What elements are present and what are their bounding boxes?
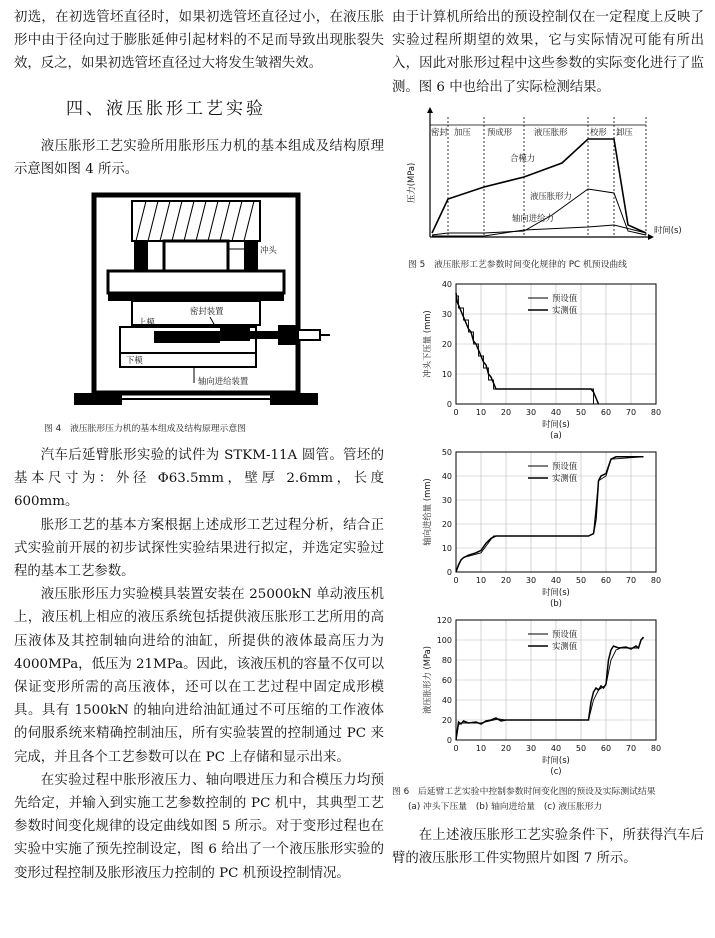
sub-label: (c) bbox=[550, 765, 562, 776]
series-line-preset bbox=[456, 638, 644, 740]
x-tick-label: 80 bbox=[650, 407, 662, 417]
legend-entry: 预设值 bbox=[552, 292, 578, 303]
y-tick-label: 0 bbox=[446, 399, 452, 409]
x-tick-label: 10 bbox=[475, 743, 487, 753]
y-tick-label: 20 bbox=[441, 715, 452, 725]
x-tick-label: 50 bbox=[575, 575, 587, 585]
y-tick-label: 50 bbox=[441, 447, 452, 457]
curve-label-2: 轴向进给力 bbox=[512, 212, 554, 223]
x-tick-label: 20 bbox=[500, 743, 512, 753]
right-top-paragraph: 由于计算机所给出的预设控制仅在一定程度上反映了实验过程所期望的效果，它与实际情况可能有所出入，因此对胀形过程中这些参数的实际变化进行了监测。图 6 中也给出了实际检测结果。 bbox=[392, 10, 704, 95]
right-bottom-paragraph: 在上述液压胀形工艺实验条件下，所获得汽车后臂的液压胀形工件实物照片如图 7 所示。 bbox=[392, 827, 704, 867]
sub-label: (a) bbox=[550, 429, 562, 440]
label-lower-die: 下模 bbox=[126, 355, 143, 366]
figure-4-press-schematic bbox=[14, 187, 384, 419]
y-axis-label: 冲头下压量 (mm) bbox=[422, 310, 432, 378]
x-tick-label: 20 bbox=[500, 407, 512, 417]
x-tick-label: 40 bbox=[550, 743, 562, 753]
x-tick-label: 0 bbox=[453, 407, 459, 417]
paragraph-2: 汽车后延臂胀形实验的试件为 STKM-11A 圆管。管坯的基本尺寸为：外径 Φ63.5mm，壁厚 2.6mm，长度 600mm。 bbox=[14, 448, 384, 510]
y-tick-label: 30 bbox=[441, 309, 452, 319]
y-tick-label: 20 bbox=[441, 339, 452, 349]
y-tick-label: 20 bbox=[441, 519, 452, 529]
x-tick-label: 40 bbox=[550, 575, 562, 585]
label-upper-die: 上模 bbox=[138, 317, 155, 328]
figure-5-preset-curve bbox=[392, 103, 704, 255]
fig5-ylabel: 压力(MPa) bbox=[406, 162, 416, 203]
y-axis-label: 轴向进给量 (mm) bbox=[422, 478, 432, 546]
intro-paragraph: 初选，在初选管坯直径时，如果初选管坯直径过小，在液压胀形中由于径向过于膨胀延伸引起材料的不足而导致出现胀裂失效，反之，如果初选管坯直径过大将发生皱褶失效。 bbox=[14, 10, 384, 72]
y-tick-label: 60 bbox=[441, 675, 452, 685]
x-tick-label: 30 bbox=[525, 743, 537, 753]
series-line-measured bbox=[456, 637, 644, 740]
x-tick-label: 60 bbox=[600, 743, 612, 753]
x-tick-label: 70 bbox=[625, 743, 637, 753]
figure-6b-chart bbox=[392, 444, 704, 612]
y-tick-label: 0 bbox=[446, 735, 452, 745]
y-tick-label: 120 bbox=[436, 615, 452, 625]
x-tick-label: 80 bbox=[650, 743, 662, 753]
y-tick-label: 40 bbox=[441, 471, 452, 481]
legend-entry: 实测值 bbox=[552, 304, 578, 315]
series-line-preset bbox=[456, 457, 644, 572]
paragraph-3: 胀形工艺的基本方案根据上述成形工艺过程分析，结合正式实验前开展的初步试探性实验结果进行拟定，并选定实验过程的基本工艺参数。 bbox=[14, 517, 384, 580]
phase-1: 加压 bbox=[454, 126, 471, 137]
phase-4: 校形 bbox=[590, 126, 607, 137]
x-tick-label: 30 bbox=[525, 407, 537, 417]
y-tick-label: 100 bbox=[436, 635, 452, 645]
x-axis-label: 时间(s) bbox=[542, 754, 570, 765]
figure-6c-chart bbox=[392, 612, 704, 780]
sub-label: (b) bbox=[550, 597, 562, 608]
x-tick-label: 0 bbox=[453, 743, 459, 753]
y-tick-label: 40 bbox=[441, 695, 452, 705]
x-tick-label: 50 bbox=[575, 407, 587, 417]
legend-entry: 实测值 bbox=[552, 640, 578, 651]
curve-label-0: 合模力 bbox=[510, 152, 536, 163]
phase-5: 卸压 bbox=[616, 126, 633, 137]
x-tick-label: 10 bbox=[475, 575, 487, 585]
paragraph-1: 液压胀形工艺实验所用胀形压力机的基本组成及结构原理示意图如图 4 所示。 bbox=[14, 138, 384, 177]
x-tick-label: 20 bbox=[500, 575, 512, 585]
y-tick-label: 80 bbox=[441, 655, 452, 665]
x-tick-label: 80 bbox=[650, 575, 662, 585]
paragraph-4: 液压胀形压力实验模具装置安装在 25000kN 单动液压机上，液压机上相应的液压系统包括提供液压胀形工艺所用的高压液体及其控制轴向进给的油缸，所提供的液体最高压力为 4000MPa，低压为 21MPa。因此，该液压机的容量不仅可以保证变形所需的高压液体，还可以在工艺过程中固定成形模具。具有 1500kN 的轴向进给油缸通过不可压缩的工作液体的伺服系统来精确控制油压，所有实验装置的控制通过 PC 来完成，并且各个工艺参数可以在 PC 上存储和显示出来。 bbox=[14, 587, 384, 765]
curve-label-1: 液压胀形力 bbox=[530, 190, 572, 201]
x-tick-label: 50 bbox=[575, 743, 587, 753]
phase-2: 预成形 bbox=[487, 126, 513, 137]
series-line-measured bbox=[456, 457, 644, 572]
left-column bbox=[14, 0, 384, 885]
figure-5-caption: 图 5 液压胀形工艺参数时间变化规律的 PC 机预设曲线 bbox=[408, 259, 627, 270]
x-tick-label: 60 bbox=[600, 575, 612, 585]
x-tick-label: 60 bbox=[600, 407, 612, 417]
fig5-xlabel: 时间(s) bbox=[654, 224, 682, 235]
label-punch: 冲头 bbox=[260, 245, 277, 256]
figure-4-caption: 图 4 液压胀形压力机的基本组成及结构原理示意图 bbox=[44, 424, 246, 435]
x-axis-label: 时间(s) bbox=[542, 586, 570, 597]
series-line-preset bbox=[456, 296, 599, 404]
right-column bbox=[392, 0, 704, 870]
x-axis-label: 时间(s) bbox=[542, 418, 570, 429]
y-tick-label: 10 bbox=[441, 369, 452, 379]
figure-6-caption: 图 6 后延臂工艺实验中控制参数时间变化图的预设及实际测试结果 bbox=[392, 786, 656, 797]
label-seal: 密封装置 bbox=[190, 306, 224, 317]
section-title: 四、液压胀形工艺实验 bbox=[66, 98, 266, 119]
y-tick-label: 0 bbox=[446, 567, 452, 577]
y-axis-label: 液压胀形力 (MPa) bbox=[422, 645, 432, 714]
figure-6a-chart bbox=[392, 276, 704, 444]
label-axial-feed: 轴向进给装置 bbox=[198, 376, 249, 387]
y-tick-label: 10 bbox=[441, 543, 452, 553]
y-tick-label: 40 bbox=[441, 279, 452, 289]
x-tick-label: 10 bbox=[475, 407, 487, 417]
legend-entry: 预设值 bbox=[552, 628, 578, 639]
x-tick-label: 70 bbox=[625, 407, 637, 417]
x-tick-label: 0 bbox=[453, 575, 459, 585]
x-tick-label: 40 bbox=[550, 407, 562, 417]
phase-0: 密封 bbox=[431, 126, 448, 137]
figure-6-subcaption: (a) 冲头下压量 (b) 轴向进给量 (c) 液压胀形力 bbox=[408, 801, 603, 812]
y-tick-label: 30 bbox=[441, 495, 452, 505]
legend-entry: 预设值 bbox=[552, 460, 578, 471]
phase-3: 液压胀形 bbox=[534, 126, 568, 137]
series-line-measured bbox=[456, 293, 599, 404]
x-tick-label: 30 bbox=[525, 575, 537, 585]
paragraph-5: 在实验过程中胀形液压力、轴向喂进压力和合模压力均预先给定，并输入到实施工艺参数控制的 PC 机中，其典型工艺参数时间变化规律的设定曲线如图 5 所示。对于变形过程也在实验中实施了预先控制设定，图 6 给出了一个液压胀形实验的变形过程控制及胀形液压力控制的 PC 机预设控制情况。 bbox=[14, 772, 384, 881]
legend-entry: 实测值 bbox=[552, 472, 578, 483]
x-tick-label: 70 bbox=[625, 575, 637, 585]
